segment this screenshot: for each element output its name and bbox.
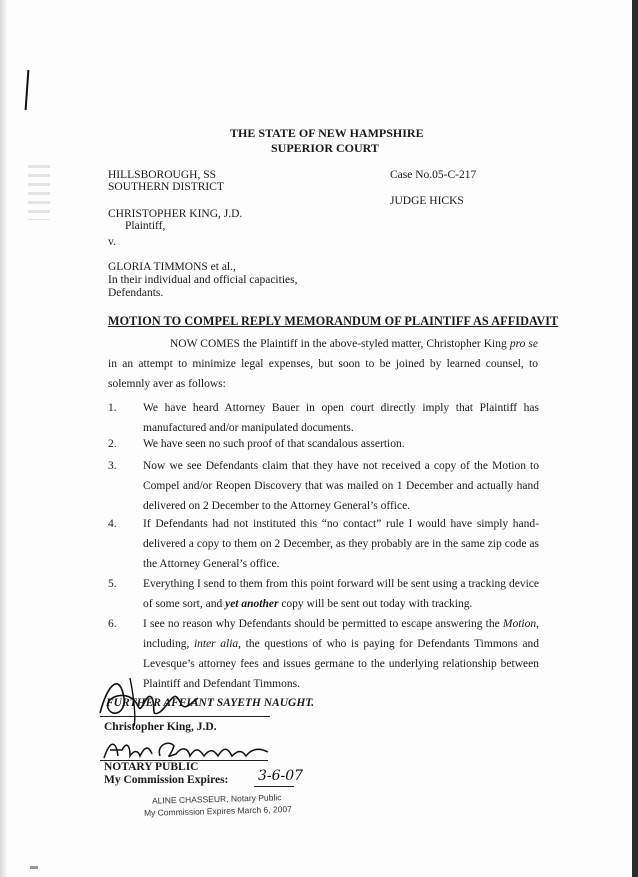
item-6-part-c: , the questions of who is paying for Defendants Timmons and Levesque’s attorney fees and issues germane to the underlying relationship between Plaintiff and Defendant Timmons. <box>143 638 539 690</box>
commission-date: 3-6-07 <box>258 768 304 784</box>
scan-speck <box>30 866 38 869</box>
item-5-emphasis: yet another <box>225 598 279 610</box>
commission-label: My Commission Expires: <box>104 774 229 786</box>
item-6-motion: Motion <box>502 618 537 630</box>
item-number: 2. <box>108 438 117 450</box>
item-text: Now we see Defendants claim that they have not received a copy of the Motion to Compel and/or Reopen Discovery that was mailed on 1 December and actually hand delivered on 2 December to the Attorney General’s office. <box>143 460 539 512</box>
state-heading: THE STATE OF NEW HAMPSHIRE <box>230 126 424 140</box>
margin-pen-mark <box>25 70 30 110</box>
judge: JUDGE HICKS <box>390 195 464 207</box>
item-6-inter-alia: inter alia <box>193 638 239 650</box>
intro-rest: in an attempt to minimize legal expenses, but soon to be joined by learned counsel, to solemnly aver as follows: <box>108 358 538 390</box>
notary-signature <box>100 736 280 762</box>
scan-edge-left <box>0 0 8 877</box>
defendant-name: GLORIA TIMMONS et al., <box>108 261 236 273</box>
intro-pro-se: pro se <box>509 338 538 350</box>
item-number: 5. <box>108 578 117 590</box>
item-5-part-a: Everything I send to them from this point forward will be sent using a tracking device of some sort, and <box>143 578 539 610</box>
item-text <box>143 574 539 614</box>
intro-paragraph <box>108 334 538 394</box>
plaintiff-name: CHRISTOPHER KING, J.D. <box>108 208 243 220</box>
defendant-capacity: In their individual and official capacities, <box>108 274 298 286</box>
court-heading: SUPERIOR COURT <box>271 141 379 155</box>
item-text: If Defendants had not instituted this “no contact” rule I would have simply hand-delivered a copy to them on 2 December, as they probably are in the same zip code as the Attorney General’s office. <box>143 518 539 570</box>
bleed-through-artifact <box>28 165 50 220</box>
affiant-signature <box>90 668 240 728</box>
defendant-role: Defendants. <box>108 287 164 299</box>
notary-label: NOTARY PUBLIC <box>104 761 199 773</box>
scan-edge-right <box>632 0 638 877</box>
item-text: We have heard Attorney Bauer in open court directly imply that Plaintiff has manufactured and/or manipulated documents. <box>143 402 539 434</box>
notary-stamp-name: ALINE CHASSEUR, Notary Public <box>151 792 282 806</box>
district: SOUTHERN DISTRICT <box>108 181 224 193</box>
notary-stamp-expiry: My Commission Expires March 6, 2007 <box>143 804 292 818</box>
county: HILLSBOROUGH, SS <box>108 169 216 181</box>
case-number: Case No.05-C-217 <box>390 169 477 181</box>
item-number: 4. <box>108 518 117 530</box>
item-6-part-a: I see no reason why Defendants should be permitted to escape answering the <box>143 618 503 630</box>
item-number: 6. <box>108 618 117 630</box>
item-text: We have seen no such proof of that scandalous assertion. <box>143 438 405 450</box>
further-affiant: FURTHER AFFIANT SAYETH NAUGHT. <box>106 697 315 709</box>
signer-name: Christopher King, J.D. <box>104 721 217 733</box>
item-number: 3. <box>108 460 117 472</box>
item-number: 1. <box>108 402 117 414</box>
versus: v. <box>108 236 116 248</box>
item-6-part-b: , including, <box>143 618 539 650</box>
item-5-part-b: copy will be sent out today with tracking. <box>278 598 473 610</box>
plaintiff-role: Plaintiff, <box>125 220 166 232</box>
intro-lead: NOW COMES the Plaintiff in the above-styled matter, Christopher King <box>170 338 510 350</box>
date-underline <box>254 786 294 787</box>
motion-title: MOTION TO COMPEL REPLY MEMORANDUM OF PLAINTIFF AS AFFIDAVIT <box>108 314 559 328</box>
